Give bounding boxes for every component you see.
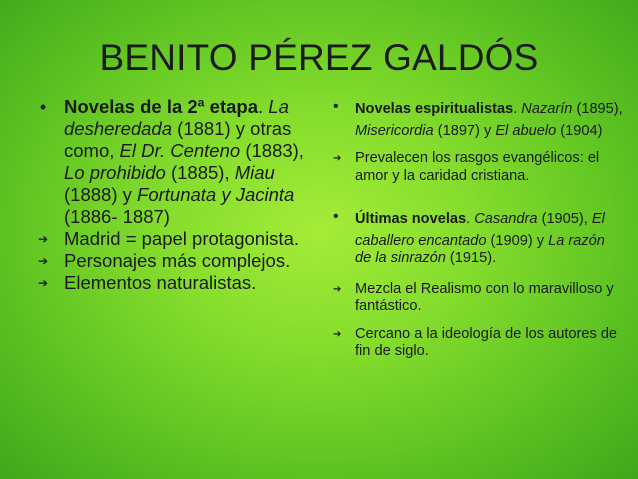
list-item-point [28,272,318,294]
point-text: Prevalecen los rasgos evangélicos: el amor y la caridad cristiana. [355,150,600,184]
list-item-point [333,281,623,316]
list-item-second-stage-novels [28,96,318,228]
work-year: (1909) y [486,232,549,249]
work-title: Casandra [474,211,538,227]
right-column [333,98,623,361]
work-year: (1886- 1887) [64,206,170,227]
work-year: (1888) y [64,184,138,205]
list-item-point [333,326,623,361]
work-year: (1904) [556,122,603,139]
work-title: El caballero encantado [355,211,605,249]
point-text: Madrid = papel protagonista. [64,228,299,249]
work-title: Lo prohibido [64,162,166,183]
work-year: (1895), [576,101,623,117]
point-text: Cercano a la ideología de los autores de fin de siglo. [355,325,618,359]
arrow-bullet-icon: ➔ [37,254,49,268]
arrow-bullet-icon: ➔ [333,328,342,340]
list-item-point [28,250,318,272]
point-text: Mezcla el Realismo con lo maravilloso y fantástico. [355,280,614,314]
work-year: (1905), [541,211,592,227]
work-title: Misericordia [355,122,434,139]
work-title: Miau [234,162,275,183]
work-title: Fortunata y Jacinta [137,184,295,205]
connector-text: y otras como, [64,118,292,161]
section-heading: Últimas novelas [355,211,467,227]
section-heading: Novelas de la 2ª etapa [64,96,258,117]
arrow-bullet-icon: ➔ [37,232,49,246]
list-item-spiritualist-novels [333,98,623,140]
left-column [28,96,318,294]
work-year: (1881) [172,118,231,139]
dot-bullet-icon: • [333,208,339,225]
work-year: (1883), [240,140,304,161]
work-title: El abuelo [495,122,557,139]
work-title: La desheredada [64,96,289,139]
slide-title: BENITO PÉREZ GALDÓS [99,37,539,78]
dot-bullet-icon: • [39,97,47,117]
heading-punct: . [258,96,264,117]
work-title: Nazarín [521,101,573,117]
dot-bullet-icon: • [333,98,339,115]
heading-punct: . [466,211,475,227]
work-year: (1897) y [433,122,496,139]
work-title: El Dr. Centeno [119,140,241,161]
list-item-point [333,150,623,185]
arrow-bullet-icon: ➔ [333,153,342,164]
list-item-point [28,228,318,250]
work-year: (1885), [165,162,235,183]
point-text: Personajes más complejos. [64,250,291,271]
section-heading: Novelas espiritualistas [355,101,514,117]
work-year: (1915). [445,250,497,266]
list-item-last-novels [333,208,623,268]
heading-punct: . [513,101,522,117]
point-text: Elementos naturalistas. [64,272,257,293]
arrow-bullet-icon: ➔ [37,276,49,290]
arrow-bullet-icon: ➔ [333,283,342,295]
work-title: La razón de la sinrazón [355,232,605,266]
